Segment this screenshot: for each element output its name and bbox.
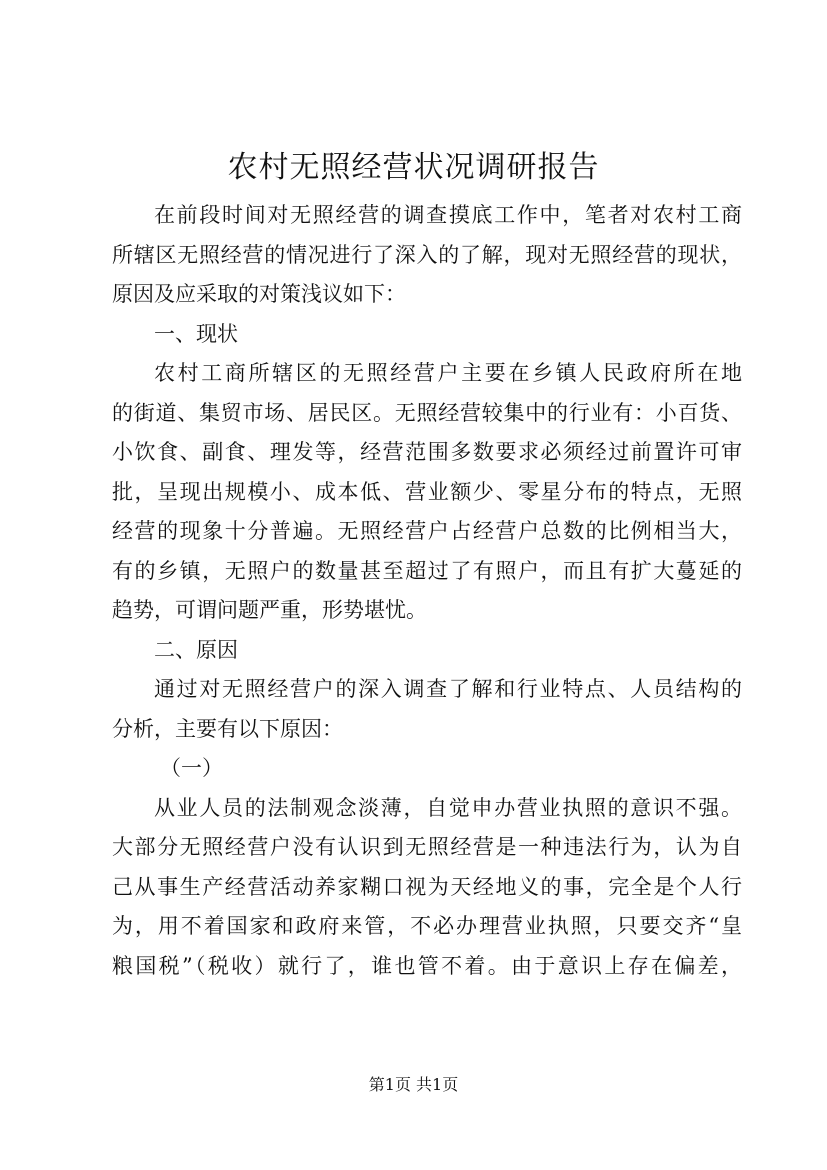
paragraph-line: 有的乡镇，无照户的数量甚至超过了有照户，而且有扩大蔓延的	[112, 558, 742, 583]
section-heading: 一、现状	[154, 321, 238, 346]
page-number-footer: 第1页 共1页	[368, 1075, 459, 1094]
paragraph-line: 在前段时间对无照经营的调查摸底工作中，笔者对农村工商	[154, 203, 742, 227]
document-body	[112, 196, 742, 986]
paragraph-line: 分析，主要有以下原因：	[112, 716, 343, 741]
paragraph-line: 趋势，可谓问题严重，形势堪忧。	[112, 598, 427, 622]
section-heading: 二、原因	[154, 637, 238, 662]
paragraph-line: 己从事生产经营活动养家糊口视为天经地义的事，完全是个人行	[112, 874, 742, 899]
paragraph-line: 农村工商所辖区的无照经营户主要在乡镇人民政府所在地	[154, 361, 742, 385]
paragraph-line: 从业人员的法制观念淡薄，自觉申办营业执照的意识不强。	[154, 795, 742, 820]
paragraph-line: 大部分无照经营户没有认识到无照经营是一种违法行为，认为自	[112, 835, 742, 859]
paragraph-line: 批，呈现出规模小、成本低、营业额少、零星分布的特点，无照	[112, 479, 742, 504]
subsection-heading: （一）	[160, 756, 223, 780]
paragraph-line: 为，用不着国家和政府来管，不必办理营业执照，只要交齐“皇	[112, 914, 742, 938]
paragraph-line: 原因及应采取的对策浅议如下：	[112, 282, 406, 306]
document-title: 农村无照经营状况调研报告	[227, 150, 600, 185]
paragraph-line: 粮国税”（税收）就行了，谁也管不着。由于意识上存在偏差，	[112, 953, 742, 978]
paragraph-line: 通过对无照经营户的深入调查了解和行业特点、人员结构的	[154, 677, 742, 701]
paragraph-line: 的街道、集贸市场、居民区。无照经营较集中的行业有：小百货、	[112, 400, 742, 425]
paragraph-line: 所辖区无照经营的情况进行了深入的了解，现对无照经营的现状，	[112, 242, 742, 267]
paragraph-line: 经营的现象十分普遍。无照经营户占经营户总数的比例相当大，	[112, 519, 742, 543]
paragraph-line: 小饮食、副食、理发等，经营范围多数要求必须经过前置许可审	[112, 440, 742, 464]
